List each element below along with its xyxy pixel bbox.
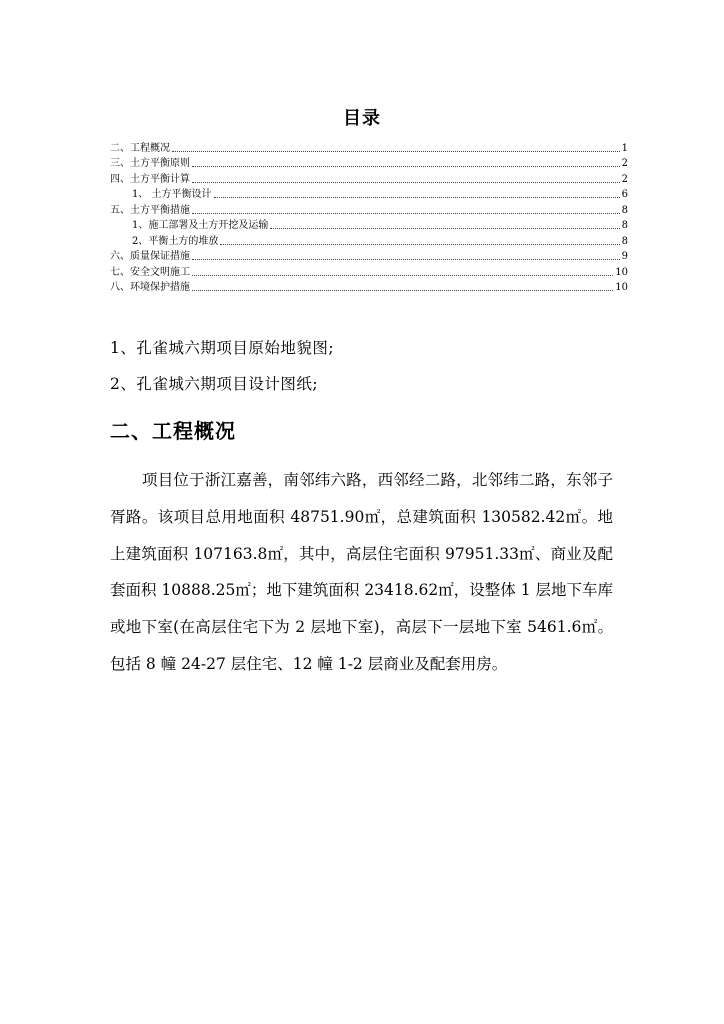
toc-entry-page: 8 [621,204,628,216]
toc-entry-page: 8 [621,235,628,247]
toc-subentry[interactable] [110,217,628,233]
toc-leader-dots [220,243,619,245]
toc-leader-dots [192,258,620,260]
toc-subentry[interactable] [110,186,628,202]
toc-entry-label: 八、环境保护措施 [110,282,190,293]
reference-item-2: 2、孔雀城六期项目设计图纸; [110,375,319,393]
toc-leader-dots [192,165,620,167]
toc-entry[interactable] [110,139,628,155]
toc-entry-label: 七、安全文明施工 [110,266,190,278]
toc-entry-label: 1、 土方平衡设计 [132,189,212,200]
toc-entry-label: 四、土方平衡计算 [110,173,190,185]
toc-entry-label: 三、土方平衡原则 [110,158,190,169]
toc-entry-page: 8 [621,220,628,231]
section-heading: 二、工程概况 [110,419,236,443]
toc-subentry[interactable] [110,232,628,248]
toc-entry[interactable] [110,155,628,171]
table-of-contents [110,139,628,294]
toc-entry-label: 六、质量保证措施 [110,251,190,262]
project-overview-paragraph: 项目位于浙江嘉善，南邻纬六路，西邻经二路，北邻纬二路，东邻子胥路。该项目总用地面积 48751.90㎡，总建筑面积 130582.42㎡。地上建筑面积 107163.8㎡，其中，高层住宅面积 97951.33㎡、商业及配套面积 10888.25㎡；地下建筑面积 23418.62㎡，设整体 1 层地下车库或地下室(在高层住宅下为 2 层地下室)，高层下一层地下室 5461.6㎡。包括 8 幢 24-27 层住宅、12 幢 1-2 层商业及配套用房。 [110,471,613,673]
toc-leader-dots [192,181,620,183]
toc-entry-page: 10 [615,282,628,293]
toc-entry-label: 五、土方平衡措施 [110,204,190,216]
toc-entry[interactable] [110,279,628,295]
toc-entry[interactable] [110,263,628,279]
toc-entry-label: 1、施工部署及土方开挖及运输 [132,220,269,231]
toc-entry-label: 二、工程概况 [110,142,170,154]
toc-entry[interactable] [110,248,628,264]
toc-leader-dots [192,212,620,214]
toc-leader-dots [214,196,620,198]
toc-leader-dots [172,150,620,152]
toc-leader-dots [270,227,619,229]
toc-entry[interactable] [110,201,628,217]
reference-item-1: 1、孔雀城六期项目原始地貌图; [110,339,335,357]
toc-entry-page: 2 [621,173,628,185]
toc-entry-label: 2、平衡土方的堆放 [132,235,219,247]
toc-leader-dots [192,289,613,291]
toc-entry[interactable] [110,170,628,186]
toc-entry-page: 1 [621,142,628,154]
toc-title: 目录 [343,108,381,129]
toc-entry-page: 9 [621,251,628,262]
toc-entry-page: 2 [621,158,628,169]
toc-entry-page: 10 [615,266,628,278]
toc-leader-dots [192,274,613,276]
toc-entry-page: 6 [621,189,628,200]
